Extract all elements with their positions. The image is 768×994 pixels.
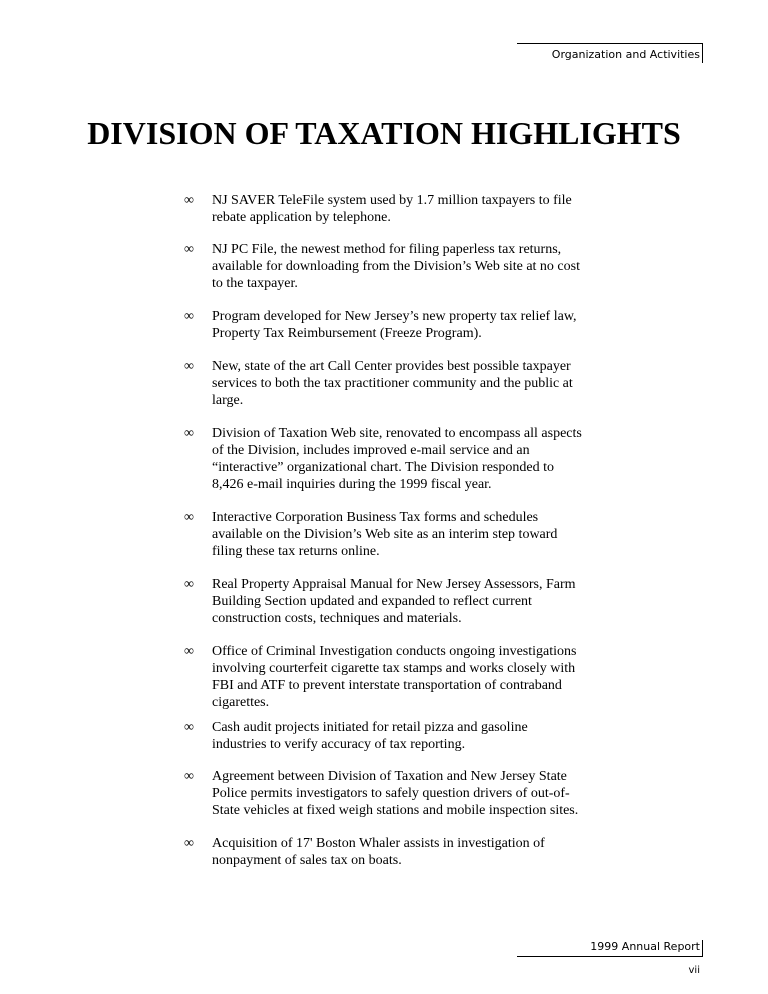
highlight-text: Real Property Appraisal Manual for New Jersey Assessors, Farm Building Section updated and expanded to reflect current construction costs, techniques and materials.: [212, 577, 576, 626]
bullet-icon: ∞: [184, 644, 194, 659]
highlight-item: [184, 768, 584, 819]
bullet-icon: ∞: [184, 426, 194, 441]
highlight-item: [184, 192, 584, 226]
bullet-icon: ∞: [184, 359, 194, 374]
bullet-icon: ∞: [184, 242, 194, 257]
bullet-icon: ∞: [184, 193, 194, 208]
page-number: vii: [688, 965, 700, 976]
highlight-item: [184, 358, 584, 409]
highlight-text: Agreement between Division of Taxation and New Jersey State Police permits investigators to safely question drivers of out-of-State vehicles at fixed weigh stations and mobile inspection sites.: [212, 769, 579, 818]
highlight-text: Program developed for New Jersey’s new property tax relief law, Property Tax Reimbursement (Freeze Program).: [212, 309, 577, 341]
highlight-item: [184, 835, 584, 869]
highlight-item: [184, 241, 584, 292]
highlights-list: [184, 192, 584, 869]
highlight-text: Interactive Corporation Business Tax forms and schedules available on the Division’s Web site as an interim step toward filing these tax returns online.: [212, 510, 558, 559]
highlight-item: [184, 308, 584, 342]
highlight-item: [184, 425, 584, 493]
highlight-item: [184, 643, 584, 711]
bullet-icon: ∞: [184, 510, 194, 525]
highlight-text: NJ PC File, the newest method for filing paperless tax returns, available for downloading from the Division’s Web site at no cost to the taxpayer.: [212, 242, 580, 291]
section-header: Organization and Activities: [551, 48, 700, 61]
bullet-icon: ∞: [184, 769, 194, 784]
report-title-footer: 1999 Annual Report: [590, 940, 700, 953]
highlight-text: Office of Criminal Investigation conducts ongoing investigations involving courterfeit cigarette tax stamps and works closely with FBI and ATF to prevent interstate transportation of contraband cigarettes.: [212, 644, 577, 710]
bullet-icon: ∞: [184, 577, 194, 592]
bullet-icon: ∞: [184, 720, 194, 735]
highlight-text: New, state of the art Call Center provides best possible taxpayer services to both the tax practitioner community and the public at large.: [212, 359, 573, 408]
page-title: DIVISION OF TAXATION HIGHLIGHTS: [87, 115, 681, 151]
highlight-text: Acquisition of 17' Boston Whaler assists in investigation of nonpayment of sales tax on boats.: [212, 836, 545, 868]
highlight-text: Division of Taxation Web site, renovated to encompass all aspects of the Division, includes improved e-mail service and an “interactive” organizational chart. The Division responded to 8,426 e-mail inquiries during the 1999 fiscal year.: [212, 426, 582, 492]
highlight-item: [184, 576, 584, 627]
highlight-text: Cash audit projects initiated for retail pizza and gasoline industries to verify accuracy of tax reporting.: [212, 720, 528, 752]
highlight-item: [184, 719, 584, 753]
bullet-icon: ∞: [184, 309, 194, 324]
highlight-text: NJ SAVER TeleFile system used by 1.7 million taxpayers to file rebate application by telephone.: [212, 193, 572, 225]
highlight-item: [184, 509, 584, 560]
bullet-icon: ∞: [184, 836, 194, 851]
